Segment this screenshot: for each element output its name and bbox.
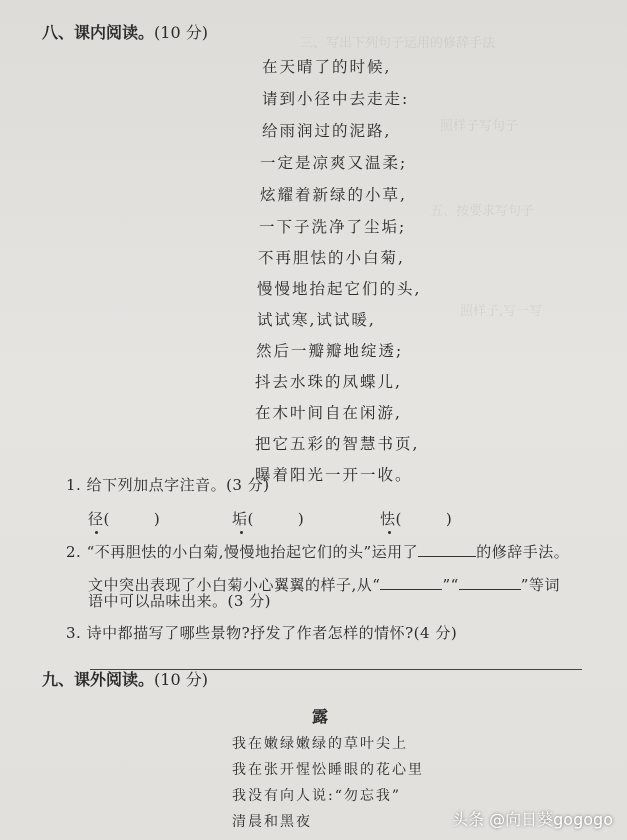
question-2-line1: 2. “不再胆怯的小白菊,慢慢地抬起它们的头”运用了 的修辞手法。 bbox=[66, 543, 570, 561]
answer-blank[interactable] bbox=[459, 575, 521, 590]
answer-blank[interactable] bbox=[380, 575, 442, 590]
poem-line: 一下子洗净了尘垢; bbox=[259, 218, 407, 236]
poem-line: 一定是凉爽又温柔; bbox=[260, 154, 408, 172]
watermark: 头条 @向日葵gogogo bbox=[452, 810, 613, 829]
poem-line: 我在嫩绿嫩绿的草叶尖上 bbox=[232, 736, 408, 752]
emphasis-dot bbox=[95, 531, 98, 534]
emphasis-dot bbox=[388, 531, 391, 534]
poem-line: 把它五彩的智慧书页, bbox=[255, 435, 420, 453]
question-2-line2: 文中突出表现了小白菊小心翼翼的样子,从“ ”“ ”等词 bbox=[88, 576, 560, 594]
bleed-through: 五、按要求写句子 bbox=[430, 204, 535, 219]
poem-line: 我在张开惺忪睡眼的花心里 bbox=[232, 762, 424, 778]
bleed-through: 照样子写句子 bbox=[440, 119, 519, 134]
section-heading: 九、课外阅读。(10 分) bbox=[42, 670, 208, 689]
pinyin-item-jing: 径( ) bbox=[88, 510, 161, 528]
bleed-through: 照样子,写一写 bbox=[460, 304, 543, 319]
poem-line: 慢慢地抬起它们的头, bbox=[257, 280, 422, 298]
poem-line: 给雨润过的泥路, bbox=[262, 122, 392, 140]
poem-line: 请到小径中去走走: bbox=[262, 90, 410, 108]
section-heading: 八、课内阅读。(10 分) bbox=[42, 23, 208, 42]
poem-line: 在天晴了的时候, bbox=[262, 58, 392, 76]
poem-line: 在木叶间自在闲游, bbox=[255, 404, 402, 422]
poem-title: 露 bbox=[312, 707, 329, 726]
pinyin-item-qie: 怯( ) bbox=[380, 510, 453, 528]
poem-line: 抖去水珠的凤蝶儿, bbox=[255, 373, 402, 391]
answer-blank[interactable] bbox=[418, 542, 476, 557]
question-1: 1. 给下列加点字注音。(3 分) bbox=[66, 476, 270, 494]
question-2-line3: 语中可以品味出来。(3 分) bbox=[88, 592, 272, 610]
poem-line: 试试寒,试试暖, bbox=[257, 311, 376, 329]
bleed-through: 三、写出下列句子运用的修辞手法 bbox=[300, 36, 496, 51]
emphasis-dot bbox=[240, 531, 243, 534]
poem-line: 清晨和黑夜 bbox=[232, 814, 312, 830]
pinyin-item-gou: 垢( ) bbox=[232, 510, 305, 528]
question-3: 3. 诗中都描写了哪些景物?抒发了作者怎样的情怀?(4 分) bbox=[66, 624, 458, 642]
poem-line: 不再胆怯的小白菊, bbox=[258, 249, 405, 267]
poem-line: 我没有向人说:“勿忘我” bbox=[232, 788, 402, 804]
poem-line: 然后一瓣瓣地绽透; bbox=[256, 342, 404, 360]
poem-line: 炫耀着新绿的小草, bbox=[260, 186, 407, 204]
poem-line: 曝着阳光一开一收。 bbox=[255, 466, 413, 484]
